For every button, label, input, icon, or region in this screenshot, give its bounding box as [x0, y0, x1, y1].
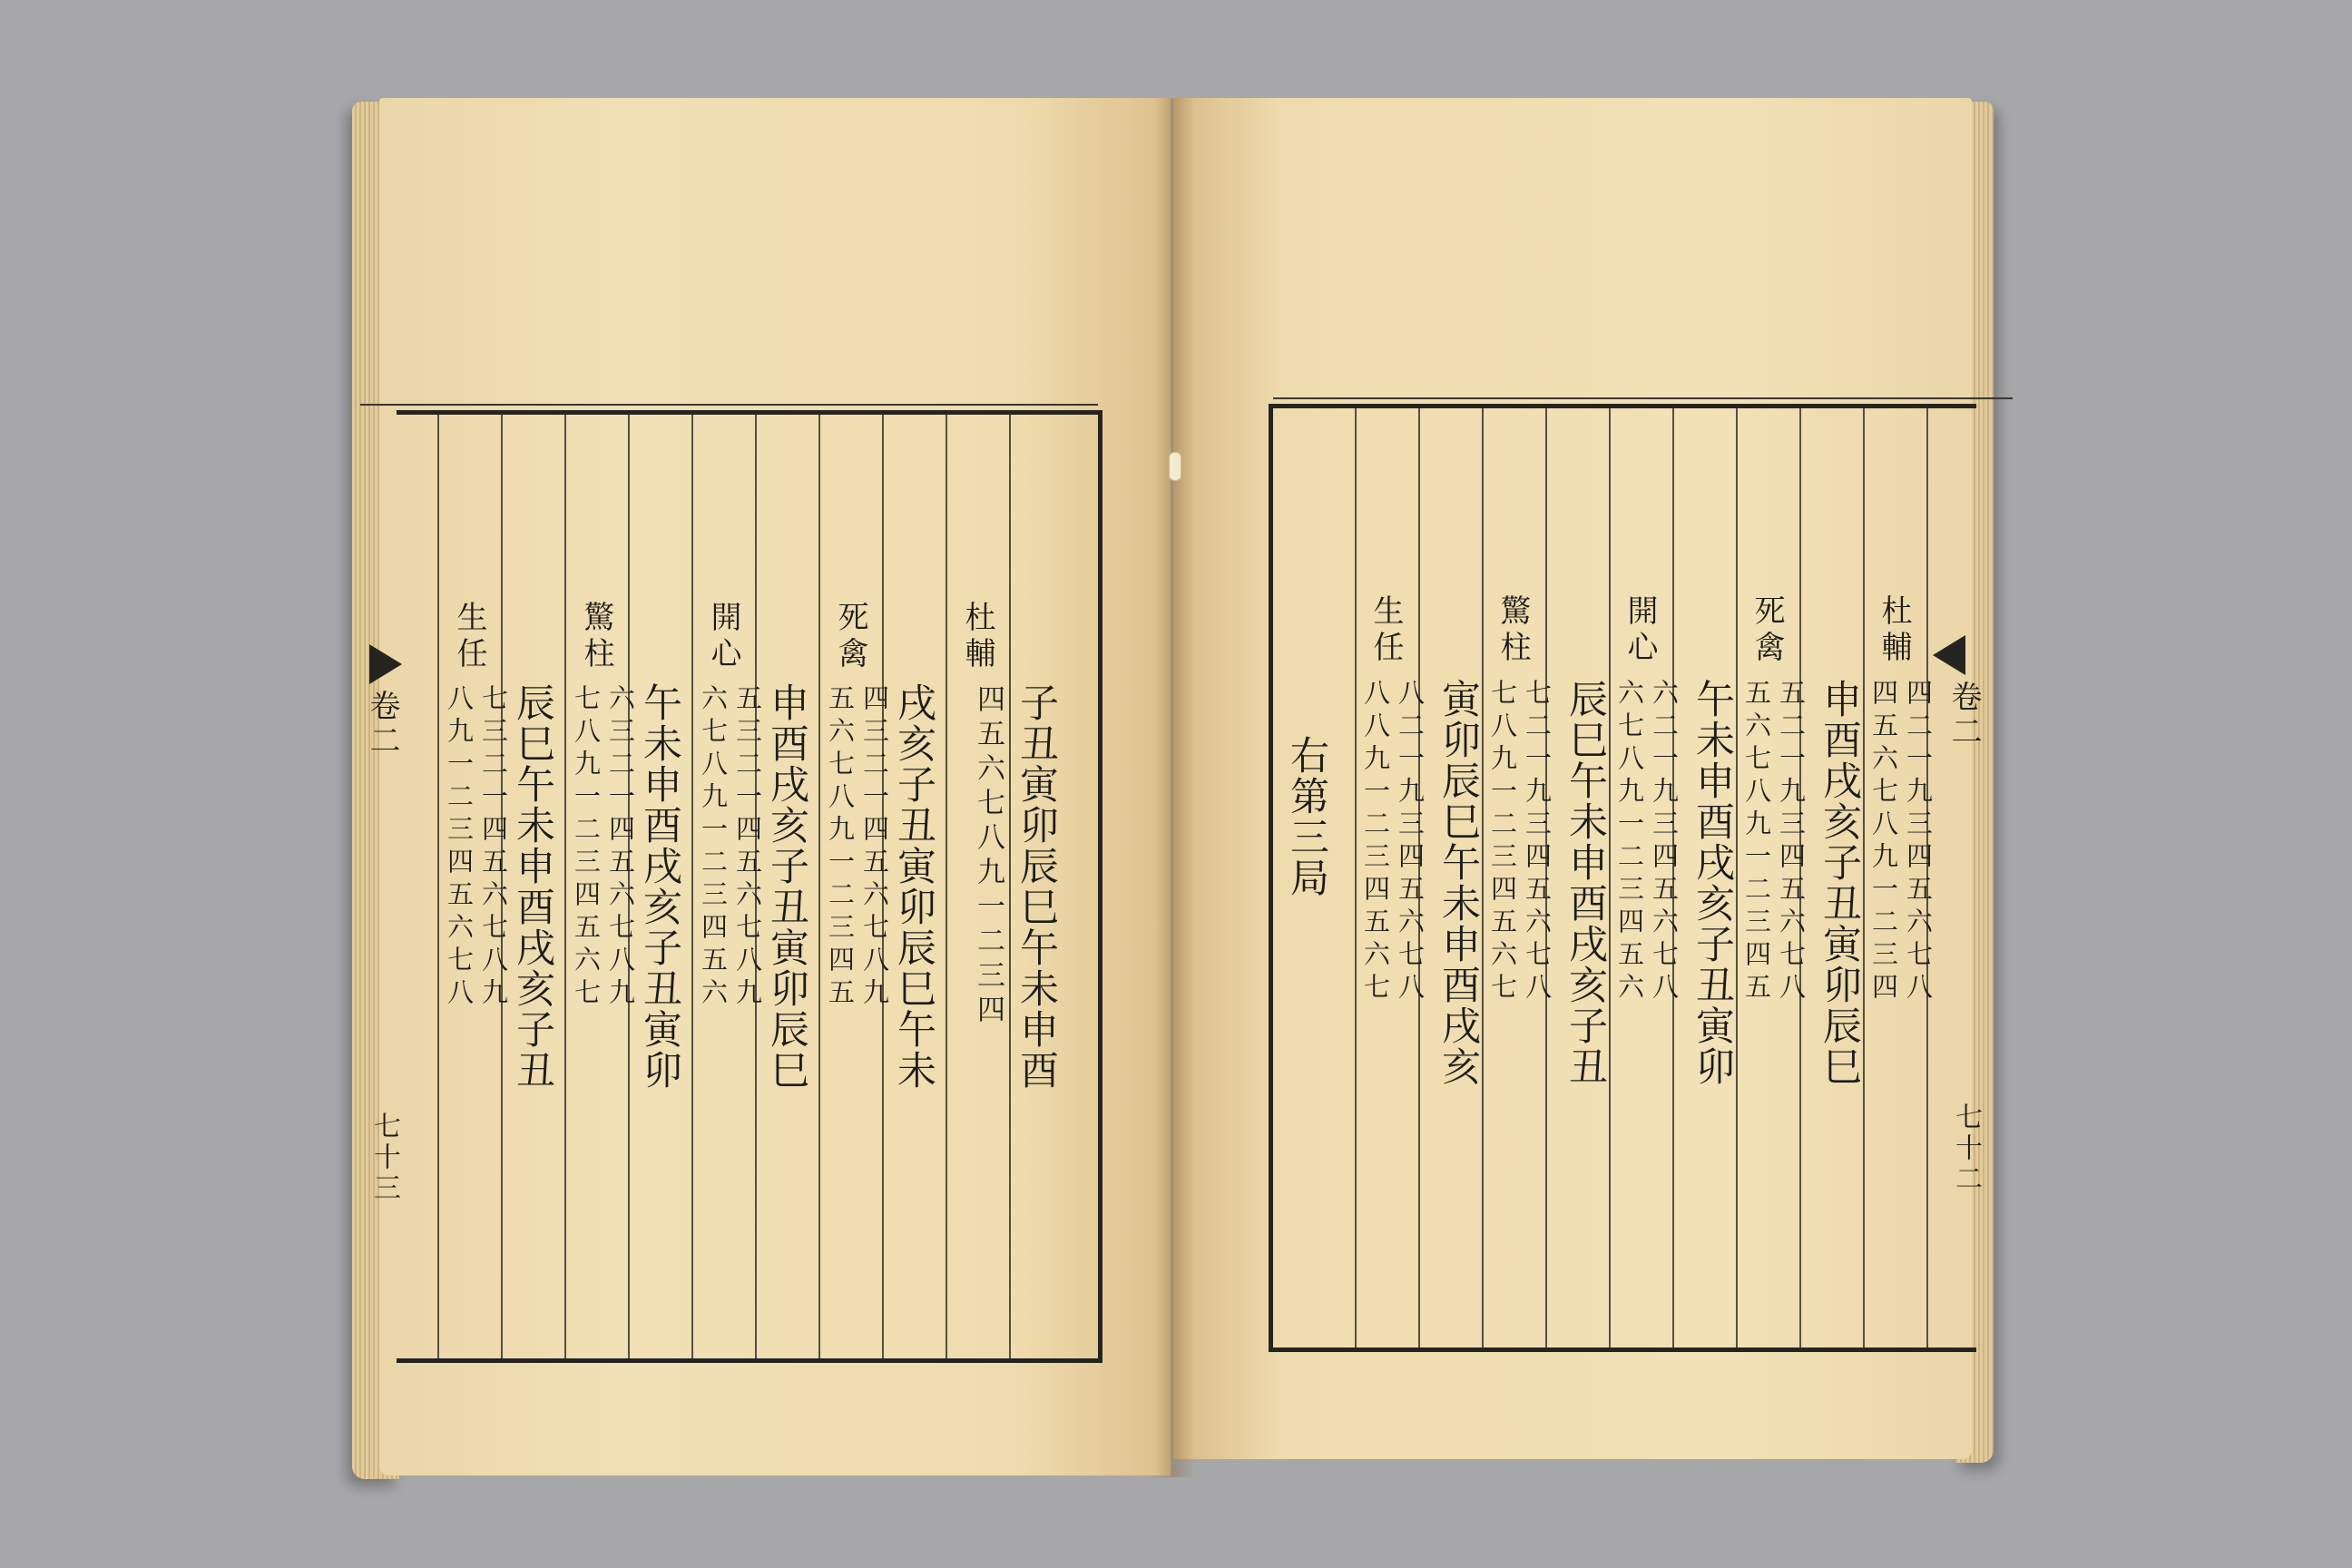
left-col3-numbers-b: 六七八九一二三四五六: [698, 684, 729, 1011]
right-col4-header: 驚柱: [1494, 594, 1531, 667]
right-col4-numbers-b: 七八九一二三四五六七: [1487, 679, 1518, 1005]
left-col4-branches: 午未申酉戌亥子丑寅卯: [637, 682, 682, 1091]
right-col2-header: 死禽: [1749, 594, 1785, 667]
right-col3-numbers-b: 六七八九一二三四五六: [1614, 679, 1645, 1005]
fish-tail-mark: [369, 644, 402, 684]
left-col3-header: 開心: [705, 601, 741, 673]
left-col5-numbers-a: 七三二一四五六七八九: [478, 684, 509, 1011]
left-col5-header: 生任: [451, 601, 487, 673]
left-col5-numbers: [437, 684, 510, 1011]
left-col1-branches: 子丑寅卯辰巳午未申酉: [1014, 682, 1059, 1091]
book-gutter: [1154, 98, 1194, 1477]
right-col1-header: 杜輔: [1876, 594, 1912, 667]
left-col4-numbers-b: 七八九一二三四五六七: [571, 684, 602, 1011]
right-col4-branches: 寅卯辰巳午未申酉戌亥: [1436, 679, 1481, 1087]
right-col1-numbers-b: 四五六七八九一二三四: [1868, 679, 1899, 1005]
left-col1-numbers: 四五六七八九一二三四: [972, 684, 1004, 1029]
right-col3-numbers-a: 六二一九三四五六七八: [1649, 679, 1680, 1005]
left-col4-header: 驚柱: [578, 601, 614, 673]
right-col1-numbers: [1862, 679, 1935, 1005]
right-col4-numbers-a: 七二一九三四五六七八: [1522, 679, 1553, 1005]
right-col3-header: 開心: [1622, 594, 1658, 667]
left-page-number: 七十三: [368, 1112, 400, 1204]
left-col2-header: 死禽: [832, 601, 868, 673]
left-col3-branches: 申酉戌亥子丑寅卯辰巳: [764, 682, 809, 1091]
left-col2-branches: 戌亥子丑寅卯辰巳午未: [891, 682, 936, 1091]
left-col1-header: 杜輔: [959, 601, 995, 673]
right-col5-numbers: [1354, 679, 1426, 1005]
right-col2-branches: 午未申酉戌亥子丑寅卯: [1690, 679, 1735, 1087]
right-col4-numbers: [1481, 679, 1553, 1005]
left-col2-numbers-b: 五六七八九一二三四五: [825, 684, 856, 1011]
left-col3-numbers: [691, 684, 764, 1011]
left-col5-branches: 辰巳午未申酉戌亥子丑: [510, 682, 555, 1091]
left-col5-numbers-b: 八九一二三四五六七八: [444, 684, 475, 1011]
right-margin-title: 卷二: [1945, 681, 1982, 750]
left-margin-title: 卷二: [364, 690, 400, 759]
end-note: 右第三局: [1284, 735, 1329, 898]
binding-thread: [1169, 452, 1181, 481]
left-col4-numbers-a: 六三二一四五六七八九: [605, 684, 636, 1011]
right-col3-branches: 辰巳午未申酉戌亥子丑: [1563, 679, 1608, 1087]
right-col2-numbers: [1735, 679, 1808, 1005]
right-col1-branches: 申酉戌亥子丑寅卯辰巳: [1817, 679, 1862, 1087]
right-col5-numbers-b: 八八九一二三四五六七: [1360, 679, 1391, 1005]
right-col2-numbers-b: 五六七八九一二三四五: [1741, 679, 1772, 1005]
fish-tail-mark-right: [1933, 635, 1965, 675]
right-col2-numbers-a: 五二一九三四五六七八: [1776, 679, 1807, 1005]
left-col2-numbers-a: 四三二一四五六七八九: [859, 684, 890, 1011]
left-col2-numbers: [818, 684, 891, 1011]
right-col1-numbers-a: 四二一九三四五六七八: [1903, 679, 1934, 1005]
right-col3-numbers: [1608, 679, 1681, 1005]
left-col3-numbers-a: 五三二一四五六七八九: [732, 684, 763, 1011]
left-col4-numbers: [564, 684, 637, 1011]
right-col5-numbers-a: 八二一九三四五六七八: [1395, 679, 1426, 1005]
right-col5-header: 生任: [1367, 594, 1404, 667]
right-page-number: 七十二: [1950, 1102, 1982, 1195]
